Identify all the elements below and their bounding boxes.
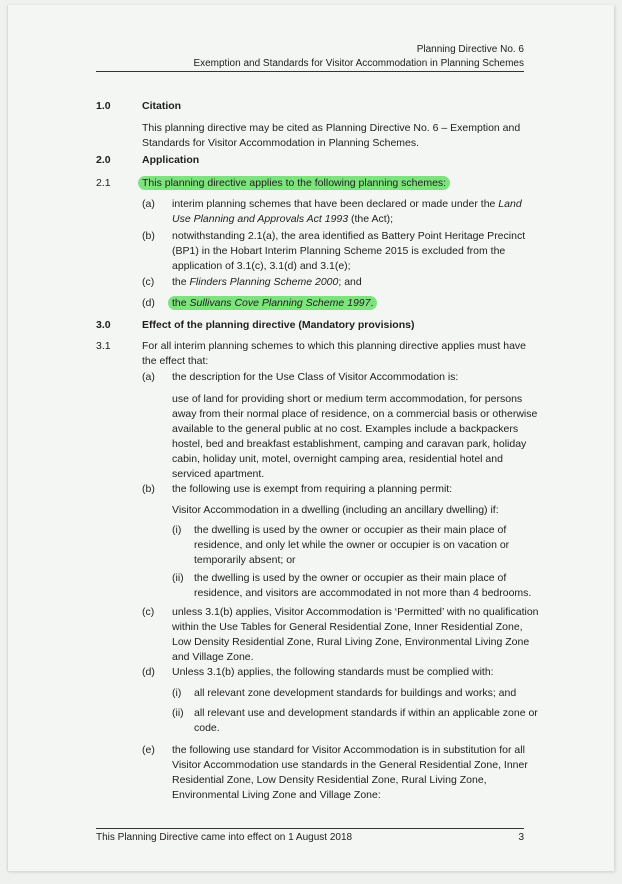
clause-3-1-text: For all interim planning schemes to which this planning directive applies must have the effect that: <box>142 340 527 367</box>
item-3-1-b-ii-label: (ii) <box>172 572 184 584</box>
item-3-1-b-i-text: the dwelling is used by the owner or occupier as their main place of residence, and only let while the owner or occupier is on vacation or temporarily absent; or <box>194 524 510 566</box>
item-3-1-d-ii-text: all relevant use and development standards if within an applicable zone or code. <box>194 707 538 734</box>
section-1-text: This planning directive may be cited as Planning Directive No. 6 – Exemption and Standards for Visitor Accommodation in Planning Schemes. <box>142 122 521 149</box>
item-3-1-d-i-label: (i) <box>172 687 182 699</box>
section-3-number: 3.0 <box>96 319 111 331</box>
item-3-1-b-ii-text: the dwelling is used by the owner or occupier as their main place of residence, and visitors are accommodated in not more than 4 bedrooms. <box>194 572 532 599</box>
item-2-1-d-label: (d) <box>142 297 155 309</box>
document-page <box>7 5 614 871</box>
header-directive-number: Planning Directive No. 6 <box>416 44 524 55</box>
item-2-1-a-label: (a) <box>142 198 155 210</box>
header-rule <box>96 71 524 72</box>
section-2-number: 2.0 <box>96 154 111 166</box>
item-3-1-a-label: (a) <box>142 371 155 383</box>
item-3-1-c-text: unless 3.1(b) applies, Visitor Accommodation is ‘Permitted’ with no qualification within the Use Tables for General Residential Zone, Inner Residential Zone, Low Density Residential Zone, Rural Living Zone, Environmental Living Zone and Village Zone. <box>172 606 539 663</box>
item-3-1-b-i-label: (i) <box>172 524 182 536</box>
header-directive-title: Exemption and Standards for Visitor Accommodation in Planning Schemes <box>193 58 524 69</box>
item-3-1-d-ii-label: (ii) <box>172 707 184 719</box>
clause-2-1-text <box>142 176 450 191</box>
visitor-accommodation-definition: use of land for providing short or medium term accommodation, for persons away from their normal place of residence, on a commercial basis or otherwise available to the general public at no cost. Examples include a backpackers hostel, bed and breakfast establishment, camping and caravan park, holiday cabin, holiday unit, motel, overnight camping area, residential hotel and serviced apartment. <box>172 393 538 480</box>
page-header <box>193 43 524 71</box>
item-3-1-d-i-text: all relevant zone development standards for buildings and works; and <box>194 687 517 699</box>
item-3-1-c-label: (c) <box>142 606 155 618</box>
highlight-mark: This planning directive applies to the following planning schemes: <box>138 176 450 190</box>
item-3-1-b-label: (b) <box>142 483 155 495</box>
page-number: 3 <box>518 832 524 843</box>
item-2-1-c-text: the Flinders Planning Scheme 2000; and <box>172 276 362 288</box>
item-2-1-d-text <box>172 296 542 311</box>
clause-3-1-number: 3.1 <box>96 340 111 352</box>
section-1-number: 1.0 <box>96 100 111 112</box>
item-2-1-c-label: (c) <box>142 276 155 288</box>
section-3-title: Effect of the planning directive (Mandatory provisions) <box>142 319 415 331</box>
section-1-title: Citation <box>142 100 182 112</box>
clause-2-1-number: 2.1 <box>96 177 111 189</box>
section-2-title: Application <box>142 154 200 166</box>
highlight-mark: the Sullivans Cove Planning Scheme 1997. <box>168 296 377 310</box>
item-3-1-d-label: (d) <box>142 666 155 678</box>
footer-rule <box>96 828 524 829</box>
footer-effective-date: This Planning Directive came into effect on 1 August 2018 <box>96 832 353 843</box>
item-3-1-e-label: (e) <box>142 744 155 756</box>
item-2-1-a-text: interim planning schemes that have been declared or made under the Land Use Planning and Approvals Act 1993 (the Act); <box>172 198 522 225</box>
item-3-1-d-text: Unless 3.1(b) applies, the following standards must be complied with: <box>172 666 494 678</box>
item-3-1-e-text: the following use standard for Visitor Accommodation is in substitution for all Visitor Accommodation use standards in the General Residential Zone, Inner Residential Zone, Low Density Residential Zone, Rural Living Zone, Environmental Living Zone and Village Zone: <box>172 744 528 801</box>
item-3-1-b-text: the following use is exempt from requiring a planning permit: <box>172 483 453 495</box>
item-2-1-b-text: notwithstanding 2.1(a), the area identified as Battery Point Heritage Precinct (BP1) in the Hobart Interim Planning Scheme 2015 is excluded from the application of 3.1(c), 3.1(d) and 3.1(e); <box>172 230 526 272</box>
item-3-1-a-text: the description for the Use Class of Visitor Accommodation is: <box>172 371 459 383</box>
item-3-1-b-subtext: Visitor Accommodation in a dwelling (including an ancillary dwelling) if: <box>172 504 499 516</box>
item-2-1-b-label: (b) <box>142 230 155 242</box>
